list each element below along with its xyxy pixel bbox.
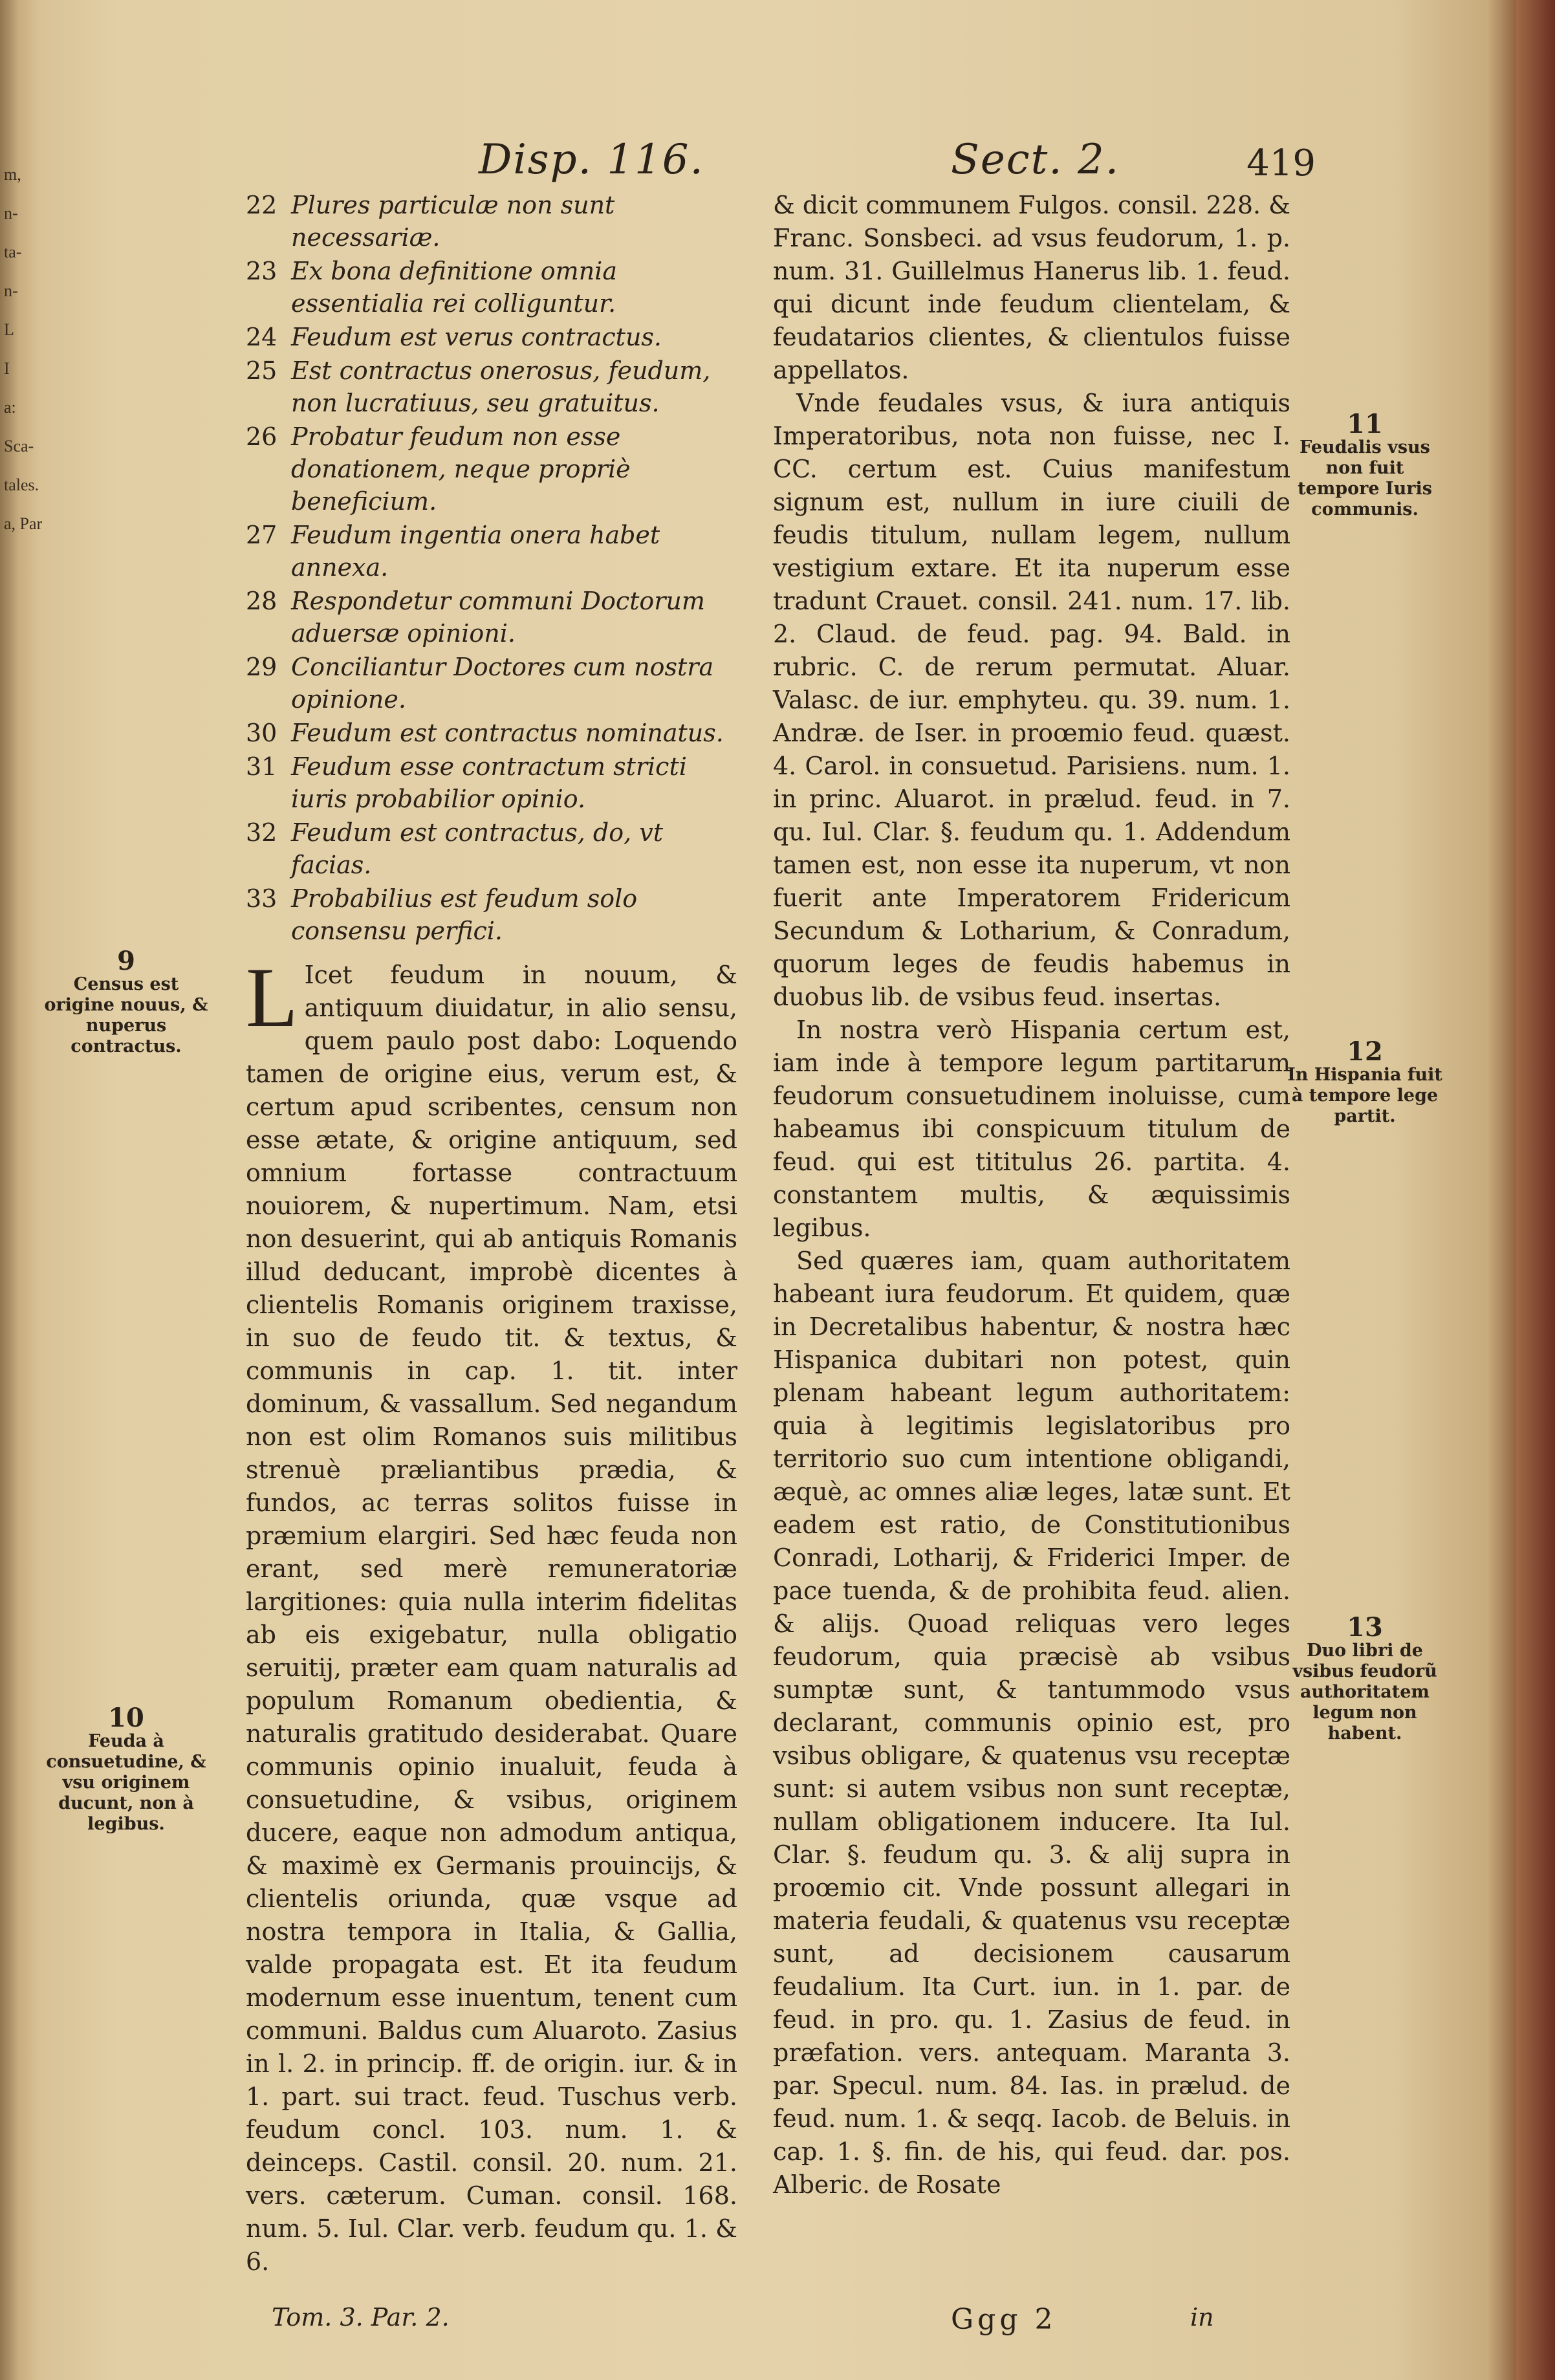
summary-text: Feudum esse contractum stricti iuris probabilior opinio. xyxy=(291,752,687,813)
bleed-fragment: a, Par xyxy=(4,514,43,533)
summary-text: Feudum est verus contractus. xyxy=(291,323,662,351)
summary-number: 31 xyxy=(246,752,277,781)
drop-cap: L xyxy=(246,950,298,1045)
signature-mark: Ggg 2 xyxy=(951,2303,1057,2336)
catchword: in xyxy=(1190,2303,1214,2331)
summary-item xyxy=(246,717,737,749)
margin-note-text: Feuda à consuetudine, & vsu originem ducunt, non à legibus. xyxy=(46,1731,206,1834)
summary-text: Est contractus onerosus, feudum, non lucratiuus, seu gratuitus. xyxy=(291,356,711,417)
margin-note-text: Duo libri de vsibus feudorũ authoritatem legum non habent. xyxy=(1292,1641,1437,1743)
page-number: 419 xyxy=(1246,142,1316,184)
margin-note-text: Census est origine nouus, & nuperus contractus. xyxy=(44,974,208,1056)
summary-item xyxy=(246,355,737,419)
margin-note-12 xyxy=(1287,1036,1442,1127)
right-column xyxy=(773,189,1290,2201)
summary-number: 29 xyxy=(246,653,277,681)
summary-item xyxy=(246,255,737,320)
left-column xyxy=(246,189,737,2278)
margin-note-number: 11 xyxy=(1347,409,1383,439)
body-paragraph: Vnde feudales vsus, & iura antiquis Imperatoribus, nota non fuisse, nec I. CC. certum est. Cuius manifestum signum est, nullum in iure ciuili de feudis titulum, nullam legem, nullum vestigium extare. Et ita nuperum esse tradunt Crauet. consil. 241. num. 17. lib. 2. Claud. de feud. pag. 94. Bald. in rubric. C. de rerum permutat. Aluar. Valasc. de iur. emphyteu. qu. 39. num. 1. Andræ. de Iser. in proœmio feud. quæst. 4. Carol. in consuetud. Parisiens. num. 1. in princ. Aluarot. in prælud. feud. in 7. qu. Iul. Clar. §. feudum qu. 1. Addendum tamen est, non esse ita nuperum, vt non fuerit ante Imperatorem Fridericum Secundum & Lotharium, & Conradum, quorum leges de feudis habemus in duobus lib. de vsibus feud. insertas. xyxy=(773,389,1290,1011)
bleed-fragment: n- xyxy=(4,204,18,223)
summary-item xyxy=(246,882,737,947)
summary-text: Respondetur communi Doctorum aduersæ opinioni. xyxy=(291,587,705,648)
margin-note-text: In Hispania fuit à tempore lege partit. xyxy=(1287,1065,1442,1126)
margin-note-9 xyxy=(39,946,213,1057)
summary-number: 26 xyxy=(246,422,277,451)
header-disputation: Disp. 116. xyxy=(479,136,704,184)
summary-item xyxy=(246,585,737,650)
summary-text: Probabilius est feudum solo consensu perfici. xyxy=(291,884,638,945)
summary-item xyxy=(246,651,737,715)
summary-list xyxy=(246,189,737,947)
summary-text: Ex bona definitione omnia essentialia rei colliguntur. xyxy=(291,257,617,318)
bleed-fragment: I xyxy=(4,359,10,378)
summary-text: Feudum est contractus nominatus. xyxy=(291,719,724,747)
body-paragraph xyxy=(246,950,737,2278)
summary-number: 32 xyxy=(246,818,277,847)
margin-note-number: 10 xyxy=(108,1703,144,1733)
paragraph-text: Icet feudum in nouum, & antiquum diuidatur, in alio sensu, quem paulo post dabo: Loquendo tamen de origine eius, verum est, & certum apud scribentes, censum non esse ætate, & origine antiquum, sed omnium fortasse contractuum nouiorem, & nupertimum. Nam, etsi non desuerint, qui ab antiquis Romanis illud deducant, improbè dicentes à clientelis Romanis originem traxisse, in suo de feudo tit. & textus, & communis in cap. 1. tit. inter dominum, & vassallum. Sed negandum non est olim Romanos suis militibus strenuè præliantibus prædia, & fundos, ac terras solitos fuisse in præmium elargiri. Sed hæc feuda non erant, sed merè remuneratoriæ largitiones: quia nulla interim fidelitas ab eis exigebatur, nulla obligatio seruitij, præter eam quam naturalis ad populum Romanum obedientia, & naturalis gratitudo desiderabat. Quare communis opinio inualuit, feuda à consuetudine, & vsibus, originem ducere, eaque non admodum antiqua, & maximè ex Germanis prouincijs, & clientelis oriunda, quæ vsque ad nostra tempora in Italia, & Gallia, valde propagata est. Et ita feudum modernum esse inuentum, tenent cum communi. Baldus cum Aluaroto. Zasius in l. 2. in princip. ff. de origin. iur. & in 1. part. sui tract. feud. Tuschus verb. feudum concl. 103. num. 1. & deinceps. Castil. consil. 20. num. 21. vers. cæterum. Cuman. consil. 168. num. 5. Iul. Clar. verb. feudum qu. 1. & 6. xyxy=(246,961,737,2276)
body-paragraph: In nostra verò Hispania certum est, iam inde à tempore legum partitarum feudorum consuetudinem inoluisse, cum habeamus ibi conspicuum titulum de feud. qui est tititulus 26. partita. 4. constantem multis, & æquissimis legibus. xyxy=(773,1016,1290,1242)
summary-text: Probatur feudum non esse donationem, neque propriè beneficium. xyxy=(291,422,631,516)
margin-note-13 xyxy=(1287,1612,1442,1744)
summary-number: 24 xyxy=(246,323,277,351)
margin-note-11 xyxy=(1287,409,1442,520)
bleed-fragment: a: Sca- xyxy=(4,398,34,455)
previous-page-bleed xyxy=(4,155,43,543)
summary-text: Plures particulæ non sunt necessariæ. xyxy=(291,191,615,252)
summary-item xyxy=(246,750,737,815)
margin-note-10 xyxy=(39,1703,213,1835)
summary-text: Feudum ingentia onera habet annexa. xyxy=(291,521,660,582)
summary-number: 22 xyxy=(246,191,277,219)
margin-note-text: Feudalis vsus non fuit tempore Iuris communis. xyxy=(1298,437,1432,519)
summary-item xyxy=(246,420,737,518)
bleed-fragment: tales. xyxy=(4,475,39,494)
margin-note-number: 12 xyxy=(1347,1036,1383,1067)
running-header xyxy=(479,136,1316,194)
right-page-edge xyxy=(1516,0,1555,2380)
body-paragraph: & dicit communem Fulgos. consil. 228. & Franc. Sonsbeci. ad vsus feudorum, 1. p. num. 31. Guillelmus Hanerus lib. 1. feud. qui dicunt inde feudum clientelam, & feudatarios clientes, & clientulos fuisse appellatos. xyxy=(773,191,1290,384)
margin-note-number: 13 xyxy=(1347,1612,1383,1643)
summary-item xyxy=(246,519,737,584)
summary-item xyxy=(246,189,737,254)
margin-note-number: 9 xyxy=(117,946,135,976)
summary-text: Feudum est contractus, do, vt facias. xyxy=(291,818,664,879)
volume-footer: Tom. 3. Par. 2. xyxy=(272,2303,450,2331)
bleed-fragment: L xyxy=(4,320,14,339)
summary-item xyxy=(246,321,737,353)
bleed-fragment: m, xyxy=(4,165,21,184)
body-paragraph: Sed quæres iam, quam authoritatem habeant iura feudorum. Et quidem, quæ in Decretalibus habentur, & nostra hæc Hispanica dubitari non potest, quin plenam habeant legum authoritatem: quia à legitimis legislatoribus pro territorio suo cum intentione obligandi, æquè, ac omnes aliæ leges, latæ sunt. Et eadem est ratio, de Constitutionibus Conradi, Lotharij, & Friderici Imper. de pace tuenda, & de prohibita feud. alien. & alijs. Quoad reliquas vero leges feudorum, quia præcisè ab vsibus sumptæ sunt, & tantummodo vsus declarant, communis opinio est, pro vsibus obligare, & quatenus vsu receptæ sunt: si autem vsibus non sunt receptæ, nullam obligationem inducere. Ita Iul. Clar. §. feudum qu. 3. & alij supra in proœmio cit. Vnde possunt allegari in materia feudali, & quatenus vsu receptæ sunt, ad decisionem causarum feudalium. Ita Curt. iun. in 1. par. de feud. in pro. qu. 1. Zasius de feud. in præfation. vers. antequam. Maranta 3. par. Specul. num. 84. Ias. in prælud. de feud. num. 1. & seqq. Iacob. de Beluis. in cap. 1. §. fin. de his, qui feud. dar. pos. Alberic. de Rosate xyxy=(773,1247,1290,2199)
header-section: Sect. 2. xyxy=(951,136,1120,184)
summary-number: 27 xyxy=(246,521,277,549)
summary-number: 33 xyxy=(246,884,277,913)
summary-number: 30 xyxy=(246,719,277,747)
summary-number: 28 xyxy=(246,587,277,615)
summary-item xyxy=(246,816,737,881)
summary-number: 25 xyxy=(246,356,277,385)
bleed-fragment: n- xyxy=(4,281,18,300)
bleed-fragment: ta- xyxy=(4,243,22,261)
summary-text: Conciliantur Doctores cum nostra opinione. xyxy=(291,653,714,714)
summary-number: 23 xyxy=(246,257,277,285)
